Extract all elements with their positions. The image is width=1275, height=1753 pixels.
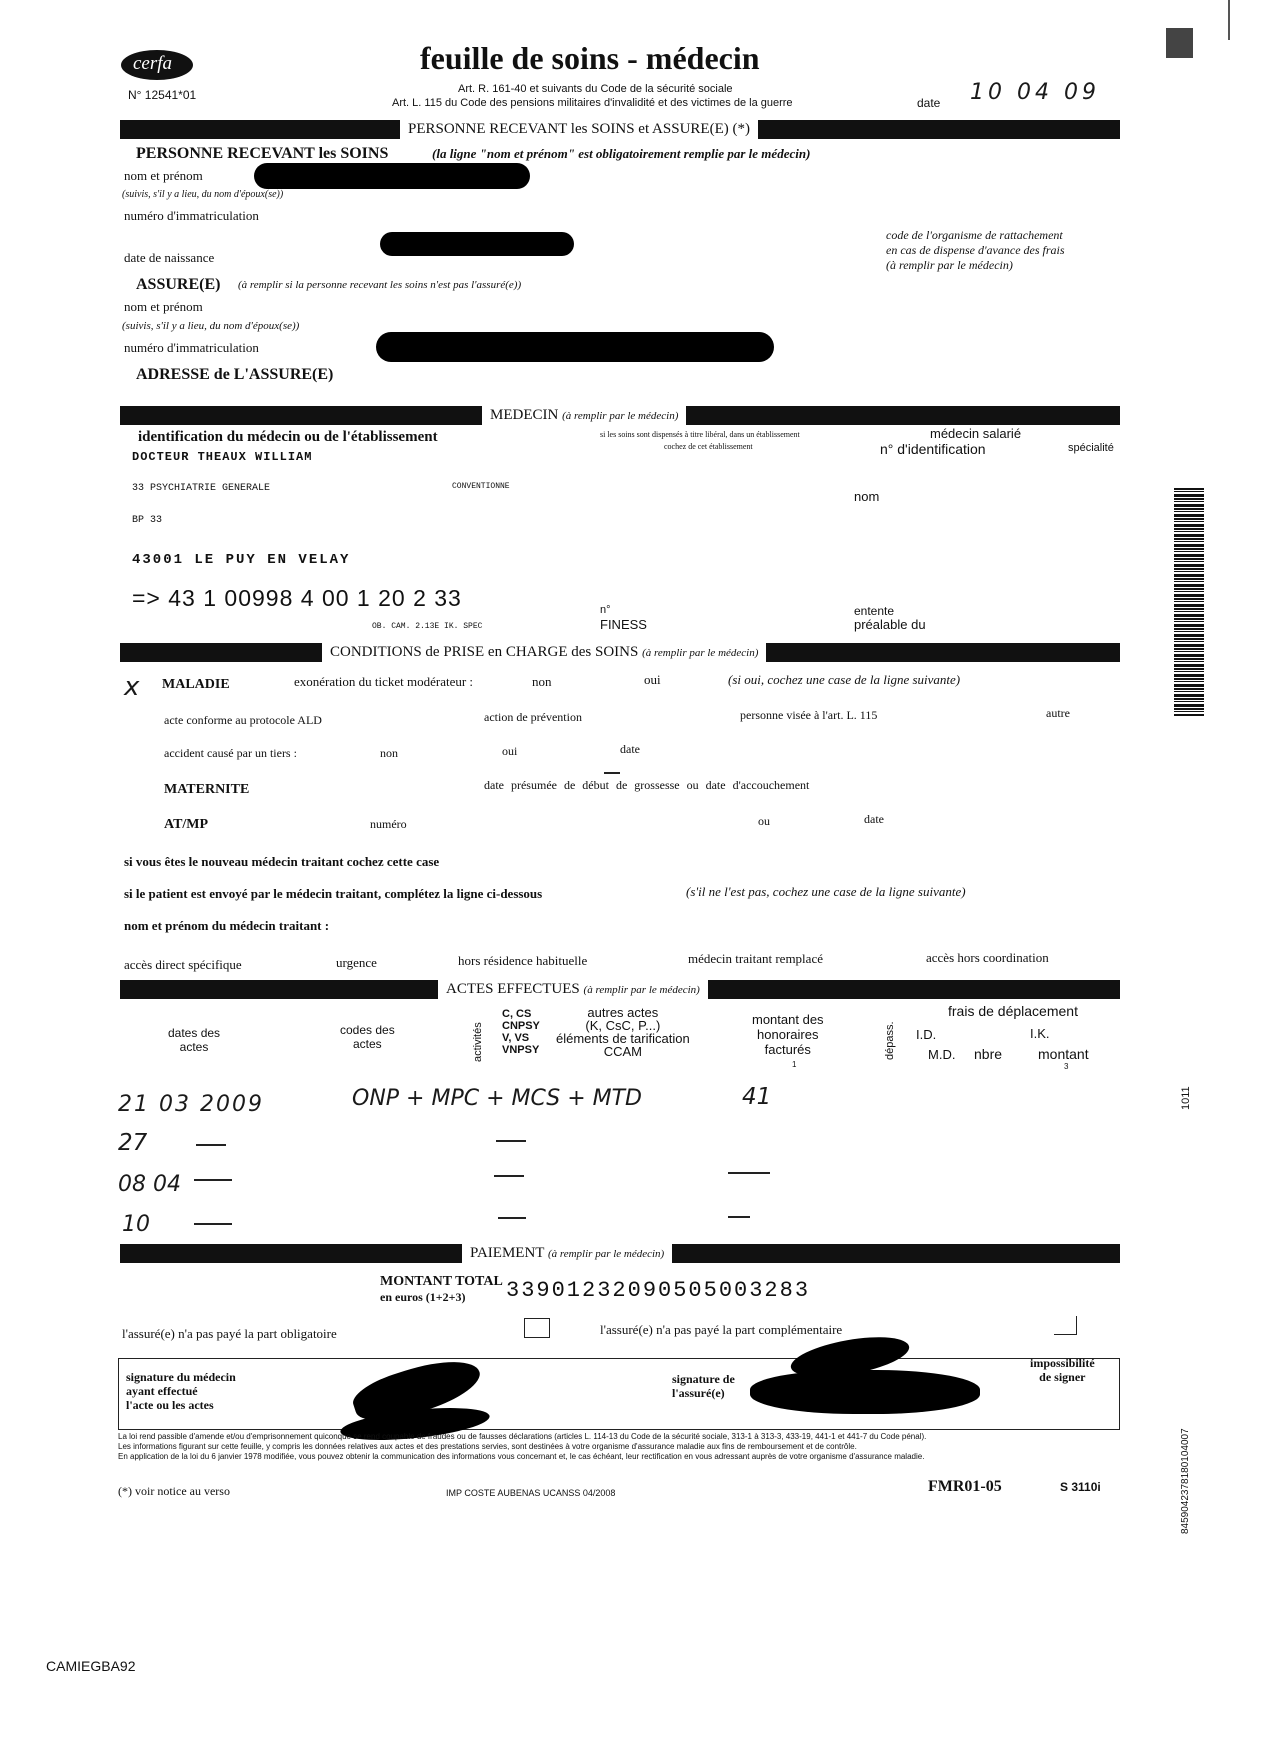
col-other-acts-header: autres actes (K, CsC, P...) éléments de tarification CCAM [556, 1005, 690, 1059]
address-heading: ADRESSE de L'ASSURE(E) [136, 366, 334, 383]
act-row-1-date: 21 03 2009 [118, 1092, 264, 1117]
col-travel-footnote: 3 [1064, 1062, 1069, 1071]
conventionne-label: CONVENTIONNE [452, 482, 510, 491]
act-row-4-codes-dash [498, 1217, 526, 1219]
col-overrun-header: dépass. [884, 1021, 896, 1060]
art115-option[interactable]: personne visée à l'art. L. 115 [740, 708, 878, 722]
total-label-2: en euros (1+2+3) [380, 1290, 466, 1304]
act-row-3-date: 08 04 [118, 1172, 181, 1197]
patient-band-title: PERSONNE RECEVANT les SOINS et ASSURE(E) (*) [400, 120, 758, 139]
act-row-1-codes: ONP + MPC + MCS + MTD [352, 1086, 642, 1111]
sickness-checkmark[interactable]: x [124, 672, 140, 702]
payment-band-title: PAIEMENT (à remplir par le médecin) [462, 1244, 672, 1263]
other-option[interactable]: autre [1046, 706, 1070, 720]
exoneration-label: exonération du ticket modérateur : [294, 674, 474, 689]
redacted-birth-date [380, 232, 574, 256]
redacted-patient-name [254, 163, 530, 189]
new-treating-doctor-label[interactable]: si vous êtes le nouveau médecin traitant cochez cette case [124, 854, 440, 869]
finess-label-2: FINESS [600, 617, 647, 632]
conditions-band [120, 643, 1120, 662]
doctor-id-subcaption: OB. CAM. 2.13E IK. SPEC [372, 622, 483, 631]
ald-option[interactable]: acte conforme au protocole ALD [164, 713, 322, 727]
redacted-insured-signature [750, 1370, 980, 1414]
maternity-label: MATERNITE [164, 782, 250, 797]
atmp-or: ou [758, 814, 770, 828]
footer-legal-3: En application de la loi du 6 janvier 1978 modifiée, vous pouvez obtenir la communication des informations vous concernant et, le cas échéant, leur rectification en vous adressant auprès de votre organisme d'assurance maladie. [118, 1452, 925, 1461]
side-barcode [1174, 488, 1204, 716]
doctor-band [120, 406, 1120, 425]
insured-note: (à remplir si la personne recevant les soins n'est pas l'assuré(e)) [238, 279, 522, 291]
patient-name-note: (suivis, s'il y a lieu, du nom d'époux(se)) [122, 189, 284, 200]
col-travel-count: nbre [974, 1046, 1003, 1062]
outside-residence-option[interactable]: hors résidence habituelle [458, 953, 588, 968]
col-amount-footnote: 1 [792, 1060, 797, 1069]
doctor-nom-label: nom [854, 489, 880, 504]
date-value: 10 04 09 [970, 80, 1100, 105]
org-code-line-3: (à remplir par le médecin) [886, 258, 1013, 272]
form-title: feuille de soins - médecin [420, 40, 760, 76]
acts-band-title: ACTES EFFECTUES (à remplir par le médecin) [438, 980, 708, 999]
not-paid-complementary-checkbox[interactable] [1054, 1316, 1077, 1335]
act-row-4-date-dash [194, 1223, 232, 1225]
act-row-3-amount-dash [728, 1172, 770, 1174]
insured-signature-label: signature de l'assuré(e) [672, 1372, 735, 1400]
col-travel-title: frais de déplacement [948, 1003, 1078, 1019]
doctor-specialty: 33 PSYCHIATRIE GENERALE [132, 483, 271, 494]
doctor-band-title: MEDECIN (à remplir par le médecin) [482, 406, 686, 425]
acts-band [120, 980, 1120, 999]
atmp-number-label: numéro [370, 817, 407, 831]
agreement-label-1: entente [854, 604, 895, 618]
prevention-option[interactable]: action de prévention [484, 710, 582, 724]
notice-link[interactable]: (*) voir notice au verso [118, 1484, 230, 1498]
emergency-option[interactable]: urgence [336, 955, 377, 970]
patient-heading-note: (la ligne "nom et prénom" est obligatoirement remplie par le médecin) [432, 146, 811, 161]
footer-legal-2: Les informations figurant sur cette feuille, y compris les données relatives aux actes et des prestations servies, sont destinées à votre organisme d'assurance maladie aux fins de remboursement et de contrôle. [118, 1442, 857, 1451]
cerfa-logo [121, 50, 193, 80]
maternity-date-label: date présumée de début de grossesse ou date d'accouchement [484, 778, 810, 792]
insured-name-note: (suivis, s'il y a lieu, du nom d'époux(se)) [122, 320, 300, 332]
col-amount-header: montant des honoraires facturés [752, 1012, 824, 1057]
patient-band [120, 120, 1120, 139]
patient-heading: PERSONNE RECEVANT les SOINS [136, 145, 389, 162]
legal-line-1: Art. R. 161-40 et suivants du Code de la sécurité sociale [458, 83, 733, 95]
id-number-label: n° d'identification [880, 441, 986, 457]
act-row-3-date-dash [194, 1179, 232, 1181]
referred-label: si le patient est envoyé par le médecin traitant, complétez la ligne ci-dessous [124, 886, 543, 901]
redacted-insured-info [376, 332, 774, 362]
exclusion-note-2: cochez de cet établissement [664, 442, 753, 451]
bottom-code: CAMIEGBA92 [46, 1658, 136, 1674]
act-row-3-codes-dash [494, 1175, 524, 1177]
exoneration-yes[interactable]: oui [644, 672, 661, 687]
accident-label: accident causé par un tiers : [164, 746, 297, 760]
col-dates-header: dates des actes [168, 1026, 221, 1054]
col-travel-id: I.D. [916, 1027, 937, 1042]
side-code-1: 1011 [1180, 1086, 1192, 1110]
act-row-2-date-dash [196, 1144, 226, 1146]
atmp-label: AT/MP [164, 817, 209, 832]
patient-name-label: nom et prénom [124, 168, 203, 183]
form-reference: FMR01-05 [928, 1478, 1002, 1495]
legal-line-2: Art. L. 115 du Code des pensions militaires d'invalidité et des victimes de la guerre [392, 97, 793, 109]
col-travel-ik: I.K. [1030, 1026, 1050, 1041]
sickness-label: MALADIE [162, 677, 230, 692]
insured-heading: ASSURE(E) [136, 276, 221, 293]
col-activities-header: activités [472, 1022, 484, 1062]
act-row-2-date: 27 [118, 1130, 148, 1156]
replacement-option[interactable]: médecin traitant remplacé [688, 951, 823, 966]
accident-yes[interactable]: oui [502, 744, 518, 758]
col-travel-md: M.D. [928, 1047, 956, 1062]
specialty-label: spécialité [1068, 442, 1114, 454]
side-code-2: 8459042378180104007 [1180, 1428, 1191, 1534]
not-paid-mandatory-checkbox[interactable] [524, 1318, 550, 1338]
exoneration-yes-note: (si oui, cochez une case de la ligne suivante) [728, 672, 961, 687]
form-number: N° 12541*01 [128, 88, 197, 102]
accident-date-dash [604, 772, 620, 774]
org-code-line-2: en cas de dispense d'avance des frais [886, 243, 1065, 257]
not-paid-complementary-label: l'assuré(e) n'a pas payé la part complémentaire [600, 1322, 843, 1337]
treating-doctor-label: nom et prénom du médecin traitant : [124, 918, 330, 933]
act-row-2-codes-dash [496, 1140, 526, 1142]
patient-registration-label: numéro d'immatriculation [124, 208, 259, 223]
act-row-4-amount-dash [728, 1216, 750, 1218]
act-row-4-date: 10 [122, 1212, 150, 1237]
printer-info: IMP COSTE AUBENAS UCANSS 04/2008 [446, 1488, 616, 1498]
footer-legal-1: La loi rend passible d'amende et/ou d'emprisonnement quiconque se rend coupable de fraudes ou de fausses déclarations (articles L. 114-13 du Code de la sécurité sociale, 313-1 à 313-3, 433-19, 441-1 et 441-7 du Code pénal). [118, 1432, 927, 1441]
doctor-ident-label: identification du médecin ou de l'établissement [138, 429, 438, 445]
payment-band [120, 1244, 1120, 1263]
col-ccs-header: C, CS CNPSY V, VS VNPSY [502, 1008, 540, 1056]
col-travel-amount: montant [1038, 1046, 1089, 1062]
corner-mark [1166, 28, 1193, 58]
conditions-band-title: CONDITIONS de PRISE en CHARGE des SOINS (à remplir par le médecin) [322, 643, 766, 662]
cerfa-logo-text: cerfa [133, 53, 173, 74]
insured-name-label: nom et prénom [124, 299, 203, 314]
footer-legal [118, 1432, 1128, 1462]
exoneration-no[interactable]: non [532, 674, 552, 689]
date-label: date [917, 96, 941, 110]
doctor-po-box: BP 33 [132, 515, 163, 526]
org-code-line-1: code de l'organisme de rattachement [886, 228, 1063, 242]
not-paid-mandatory-label: l'assuré(e) n'a pas payé la part obligatoire [122, 1326, 337, 1341]
col-codes-header: codes des actes [340, 1023, 395, 1051]
atmp-date-label: date [864, 812, 884, 826]
finess-label-1: n° [600, 604, 611, 616]
accident-no[interactable]: non [380, 746, 398, 760]
salaried-label: médecin salarié [930, 426, 1022, 441]
referred-note: (s'il ne l'est pas, cochez une case de la ligne suivante) [686, 884, 966, 899]
doctor-name: DOCTEUR THEAUX WILLIAM [132, 450, 313, 464]
doctor-signature-label: signature du médecin ayant effectué l'acte ou les actes [126, 1370, 236, 1412]
doctor-id-code: => 43 1 00998 4 00 1 20 2 33 [132, 585, 462, 611]
unable-to-sign-label[interactable]: impossibilité de signer [1030, 1356, 1095, 1384]
accident-date-label: date [620, 742, 640, 756]
total-label-1: MONTANT TOTAL [380, 1274, 503, 1289]
edge-line [1228, 0, 1230, 40]
insured-registration-label: numéro d'immatriculation [124, 340, 259, 355]
total-amount-field[interactable]: 33901232090505003283 [506, 1278, 811, 1303]
patient-birth-label: date de naissance [124, 250, 215, 265]
agreement-label-2: préalable du [854, 617, 926, 632]
outside-coordination-option[interactable]: accès hors coordination [926, 950, 1049, 965]
direct-access-option[interactable]: accès direct spécifique [124, 957, 242, 972]
exclusion-note-1: si les soins sont dispensés à titre libéral, dans un établissement [600, 430, 800, 439]
act-row-1-amount: 41 [742, 1084, 772, 1110]
s-reference: S 3110i [1060, 1480, 1101, 1494]
doctor-postcode-city: 43001 LE PUY EN VELAY [132, 552, 351, 568]
